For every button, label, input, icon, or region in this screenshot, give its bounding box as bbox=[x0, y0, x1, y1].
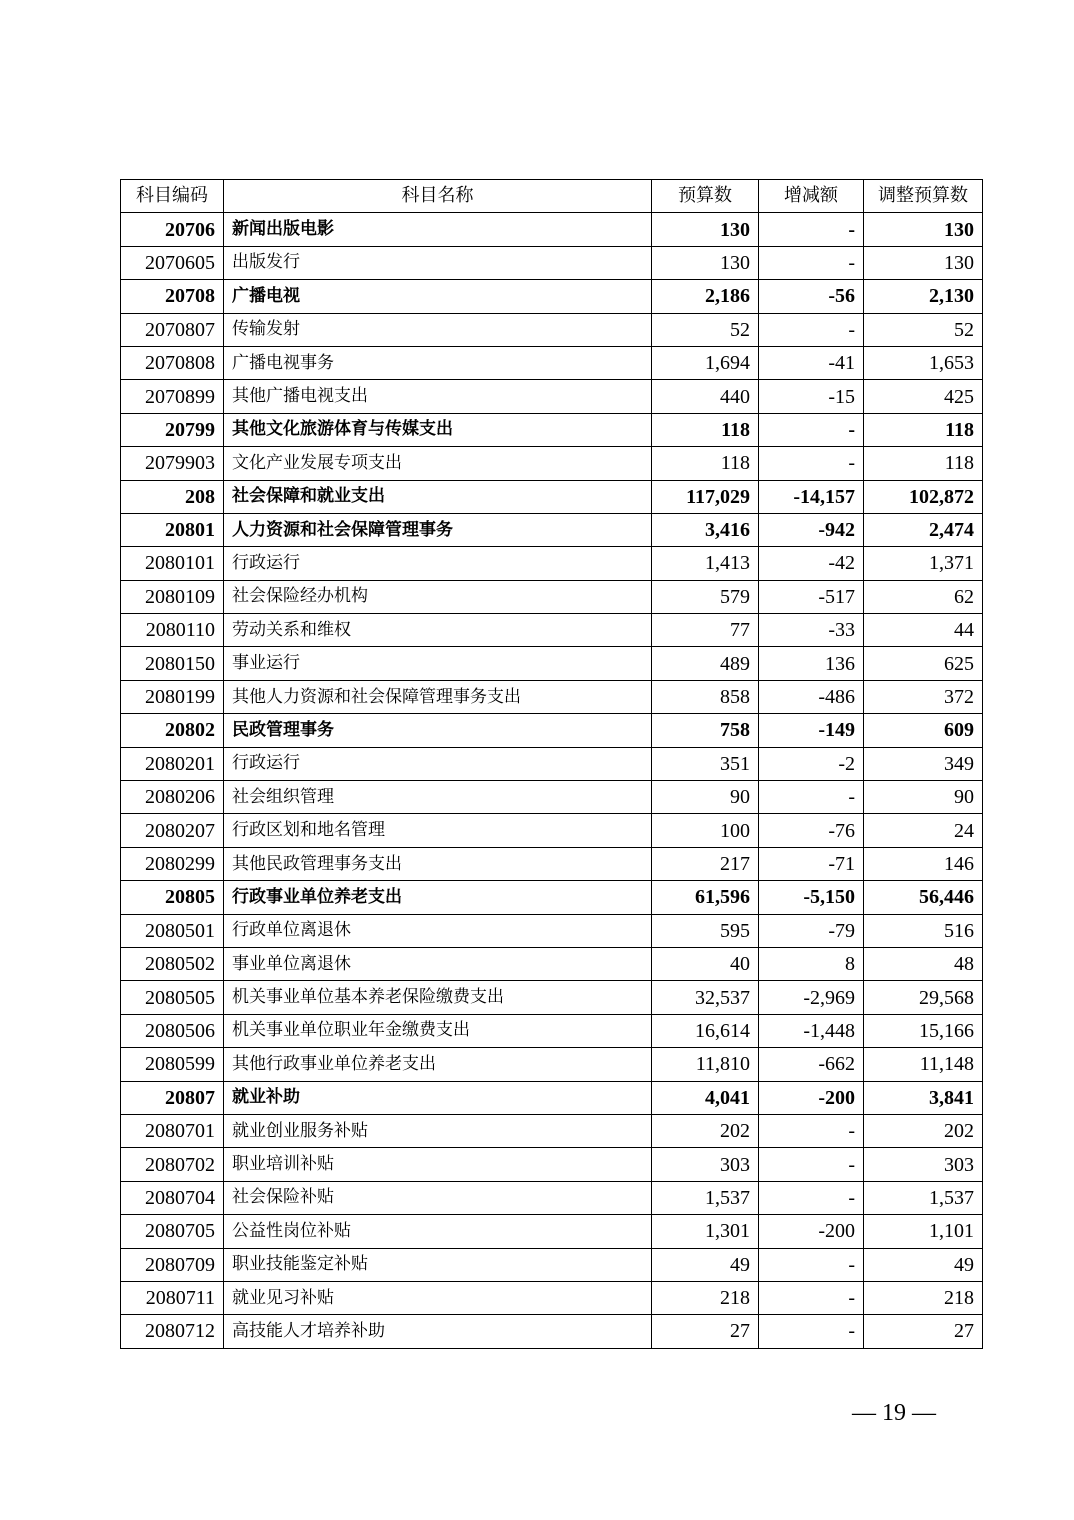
row-adjusted: 29,568 bbox=[864, 981, 983, 1014]
table-row bbox=[121, 647, 983, 680]
row-budget: 2,186 bbox=[652, 280, 759, 313]
row-budget: 440 bbox=[652, 380, 759, 413]
row-adjusted: 516 bbox=[864, 914, 983, 947]
table-row bbox=[121, 1281, 983, 1314]
row-budget: 117,029 bbox=[652, 480, 759, 513]
row-change: -33 bbox=[759, 614, 864, 647]
row-budget: 90 bbox=[652, 781, 759, 814]
row-code: 2070899 bbox=[121, 380, 224, 413]
row-code: 2070605 bbox=[121, 246, 224, 279]
table-row bbox=[121, 246, 983, 279]
row-budget: 130 bbox=[652, 213, 759, 246]
row-code: 20801 bbox=[121, 513, 224, 546]
row-change: -79 bbox=[759, 914, 864, 947]
row-adjusted: 62 bbox=[864, 580, 983, 613]
table-row bbox=[121, 714, 983, 747]
table-row bbox=[121, 280, 983, 313]
row-code: 2080709 bbox=[121, 1248, 224, 1281]
row-code: 20706 bbox=[121, 213, 224, 246]
row-code: 2080711 bbox=[121, 1281, 224, 1314]
page-number: — 19 — bbox=[852, 1400, 936, 1426]
row-budget: 32,537 bbox=[652, 981, 759, 1014]
row-change: -149 bbox=[759, 714, 864, 747]
row-change: -517 bbox=[759, 580, 864, 613]
row-change: - bbox=[759, 1148, 864, 1181]
row-name: 机关事业单位职业年金缴费支出 bbox=[224, 1014, 652, 1047]
row-name: 行政运行 bbox=[224, 547, 652, 580]
row-adjusted: 52 bbox=[864, 313, 983, 346]
row-adjusted: 625 bbox=[864, 647, 983, 680]
row-code: 208 bbox=[121, 480, 224, 513]
row-change: 8 bbox=[759, 947, 864, 980]
row-budget: 118 bbox=[652, 447, 759, 480]
row-code: 2080701 bbox=[121, 1114, 224, 1147]
table-row bbox=[121, 1315, 983, 1348]
row-adjusted: 56,446 bbox=[864, 881, 983, 914]
row-name: 公益性岗位补贴 bbox=[224, 1215, 652, 1248]
row-change: -2,969 bbox=[759, 981, 864, 1014]
row-code: 20805 bbox=[121, 881, 224, 914]
table-row bbox=[121, 1148, 983, 1181]
row-change: 136 bbox=[759, 647, 864, 680]
row-code: 20807 bbox=[121, 1081, 224, 1114]
row-change: - bbox=[759, 246, 864, 279]
row-code: 20799 bbox=[121, 413, 224, 446]
row-budget: 1,537 bbox=[652, 1181, 759, 1214]
row-budget: 1,413 bbox=[652, 547, 759, 580]
row-budget: 118 bbox=[652, 413, 759, 446]
table-row bbox=[121, 914, 983, 947]
row-code: 20708 bbox=[121, 280, 224, 313]
row-budget: 303 bbox=[652, 1148, 759, 1181]
table-row bbox=[121, 513, 983, 546]
row-change: - bbox=[759, 781, 864, 814]
table-row bbox=[121, 413, 983, 446]
row-adjusted: 48 bbox=[864, 947, 983, 980]
row-budget: 16,614 bbox=[652, 1014, 759, 1047]
row-name: 其他广播电视支出 bbox=[224, 380, 652, 413]
row-change: -15 bbox=[759, 380, 864, 413]
row-adjusted: 102,872 bbox=[864, 480, 983, 513]
row-code: 2080704 bbox=[121, 1181, 224, 1214]
table-row bbox=[121, 1215, 983, 1248]
table-row bbox=[121, 580, 983, 613]
row-name: 社会保障和就业支出 bbox=[224, 480, 652, 513]
row-change: - bbox=[759, 1248, 864, 1281]
row-name: 事业运行 bbox=[224, 647, 652, 680]
row-name: 广播电视 bbox=[224, 280, 652, 313]
row-change: - bbox=[759, 213, 864, 246]
row-budget: 100 bbox=[652, 814, 759, 847]
header-name: 科目名称 bbox=[224, 180, 652, 213]
row-code: 2080110 bbox=[121, 614, 224, 647]
row-name: 其他文化旅游体育与传媒支出 bbox=[224, 413, 652, 446]
row-change: -41 bbox=[759, 346, 864, 379]
row-change: -42 bbox=[759, 547, 864, 580]
row-adjusted: 15,166 bbox=[864, 1014, 983, 1047]
row-name: 劳动关系和维权 bbox=[224, 614, 652, 647]
row-code: 2080501 bbox=[121, 914, 224, 947]
row-budget: 595 bbox=[652, 914, 759, 947]
table-row bbox=[121, 1181, 983, 1214]
row-budget: 758 bbox=[652, 714, 759, 747]
table-row bbox=[121, 1248, 983, 1281]
row-adjusted: 130 bbox=[864, 213, 983, 246]
row-budget: 11,810 bbox=[652, 1048, 759, 1081]
row-name: 广播电视事务 bbox=[224, 346, 652, 379]
table-row bbox=[121, 1014, 983, 1047]
row-code: 20802 bbox=[121, 714, 224, 747]
row-name: 就业补助 bbox=[224, 1081, 652, 1114]
row-change: - bbox=[759, 447, 864, 480]
row-adjusted: 2,474 bbox=[864, 513, 983, 546]
table-header bbox=[121, 180, 983, 213]
table-row bbox=[121, 847, 983, 880]
row-change: - bbox=[759, 413, 864, 446]
row-adjusted: 202 bbox=[864, 1114, 983, 1147]
row-name: 社会保险补贴 bbox=[224, 1181, 652, 1214]
row-change: -200 bbox=[759, 1081, 864, 1114]
row-name: 机关事业单位基本养老保险缴费支出 bbox=[224, 981, 652, 1014]
row-code: 2080206 bbox=[121, 781, 224, 814]
row-change: -76 bbox=[759, 814, 864, 847]
table-row bbox=[121, 313, 983, 346]
row-change: - bbox=[759, 313, 864, 346]
row-adjusted: 44 bbox=[864, 614, 983, 647]
table-body bbox=[121, 213, 983, 1348]
row-change: -5,150 bbox=[759, 881, 864, 914]
row-name: 其他行政事业单位养老支出 bbox=[224, 1048, 652, 1081]
table-row bbox=[121, 614, 983, 647]
row-adjusted: 1,101 bbox=[864, 1215, 983, 1248]
row-name: 出版发行 bbox=[224, 246, 652, 279]
row-change: -56 bbox=[759, 280, 864, 313]
row-budget: 40 bbox=[652, 947, 759, 980]
row-adjusted: 303 bbox=[864, 1148, 983, 1181]
row-name: 其他民政管理事务支出 bbox=[224, 847, 652, 880]
header-adjusted: 调整预算数 bbox=[864, 180, 983, 213]
row-change: - bbox=[759, 1281, 864, 1314]
row-adjusted: 27 bbox=[864, 1315, 983, 1348]
row-name: 就业创业服务补贴 bbox=[224, 1114, 652, 1147]
row-adjusted: 425 bbox=[864, 380, 983, 413]
row-adjusted: 3,841 bbox=[864, 1081, 983, 1114]
table-row bbox=[121, 213, 983, 246]
row-code: 2080207 bbox=[121, 814, 224, 847]
row-budget: 202 bbox=[652, 1114, 759, 1147]
table-row bbox=[121, 680, 983, 713]
row-code: 2080201 bbox=[121, 747, 224, 780]
table-row bbox=[121, 781, 983, 814]
row-budget: 4,041 bbox=[652, 1081, 759, 1114]
row-change: - bbox=[759, 1315, 864, 1348]
row-name: 社会保险经办机构 bbox=[224, 580, 652, 613]
table-row bbox=[121, 881, 983, 914]
row-adjusted: 24 bbox=[864, 814, 983, 847]
row-budget: 858 bbox=[652, 680, 759, 713]
table-row bbox=[121, 346, 983, 379]
row-adjusted: 1,537 bbox=[864, 1181, 983, 1214]
row-budget: 217 bbox=[652, 847, 759, 880]
row-budget: 3,416 bbox=[652, 513, 759, 546]
row-budget: 52 bbox=[652, 313, 759, 346]
table-row bbox=[121, 1048, 983, 1081]
row-code: 2080150 bbox=[121, 647, 224, 680]
row-code: 2080502 bbox=[121, 947, 224, 980]
row-budget: 351 bbox=[652, 747, 759, 780]
table-row bbox=[121, 981, 983, 1014]
row-name: 社会组织管理 bbox=[224, 781, 652, 814]
table-row bbox=[121, 947, 983, 980]
row-change: -200 bbox=[759, 1215, 864, 1248]
row-name: 行政运行 bbox=[224, 747, 652, 780]
row-adjusted: 1,653 bbox=[864, 346, 983, 379]
row-change: -1,448 bbox=[759, 1014, 864, 1047]
row-adjusted: 372 bbox=[864, 680, 983, 713]
row-budget: 130 bbox=[652, 246, 759, 279]
row-name: 其他人力资源和社会保障管理事务支出 bbox=[224, 680, 652, 713]
row-adjusted: 146 bbox=[864, 847, 983, 880]
row-name: 就业见习补贴 bbox=[224, 1281, 652, 1314]
row-adjusted: 118 bbox=[864, 413, 983, 446]
row-name: 民政管理事务 bbox=[224, 714, 652, 747]
row-code: 2070808 bbox=[121, 346, 224, 379]
row-name: 传输发射 bbox=[224, 313, 652, 346]
table-row bbox=[121, 480, 983, 513]
row-code: 2080505 bbox=[121, 981, 224, 1014]
row-name: 新闻出版电影 bbox=[224, 213, 652, 246]
table-row bbox=[121, 380, 983, 413]
row-adjusted: 349 bbox=[864, 747, 983, 780]
row-code: 2080712 bbox=[121, 1315, 224, 1348]
table-row bbox=[121, 747, 983, 780]
row-budget: 77 bbox=[652, 614, 759, 647]
row-budget: 27 bbox=[652, 1315, 759, 1348]
header-budget: 预算数 bbox=[652, 180, 759, 213]
row-budget: 489 bbox=[652, 647, 759, 680]
table-row bbox=[121, 447, 983, 480]
row-code: 2080109 bbox=[121, 580, 224, 613]
row-name: 文化产业发展专项支出 bbox=[224, 447, 652, 480]
row-budget: 218 bbox=[652, 1281, 759, 1314]
table-row bbox=[121, 1081, 983, 1114]
row-adjusted: 49 bbox=[864, 1248, 983, 1281]
row-code: 2070807 bbox=[121, 313, 224, 346]
row-change: -2 bbox=[759, 747, 864, 780]
row-change: - bbox=[759, 1181, 864, 1214]
table-row bbox=[121, 1114, 983, 1147]
row-code: 2079903 bbox=[121, 447, 224, 480]
row-code: 2080702 bbox=[121, 1148, 224, 1181]
row-name: 事业单位离退休 bbox=[224, 947, 652, 980]
row-adjusted: 90 bbox=[864, 781, 983, 814]
row-budget: 579 bbox=[652, 580, 759, 613]
row-name: 人力资源和社会保障管理事务 bbox=[224, 513, 652, 546]
table-row bbox=[121, 547, 983, 580]
row-adjusted: 1,371 bbox=[864, 547, 983, 580]
row-change: -486 bbox=[759, 680, 864, 713]
row-budget: 49 bbox=[652, 1248, 759, 1281]
row-name: 行政事业单位养老支出 bbox=[224, 881, 652, 914]
row-adjusted: 218 bbox=[864, 1281, 983, 1314]
row-change: -942 bbox=[759, 513, 864, 546]
row-name: 职业技能鉴定补贴 bbox=[224, 1248, 652, 1281]
row-code: 2080199 bbox=[121, 680, 224, 713]
row-adjusted: 118 bbox=[864, 447, 983, 480]
row-name: 高技能人才培养补助 bbox=[224, 1315, 652, 1348]
row-change: - bbox=[759, 1114, 864, 1147]
row-adjusted: 130 bbox=[864, 246, 983, 279]
row-name: 职业培训补贴 bbox=[224, 1148, 652, 1181]
row-code: 2080101 bbox=[121, 547, 224, 580]
row-name: 行政区划和地名管理 bbox=[224, 814, 652, 847]
header-code: 科目编码 bbox=[121, 180, 224, 213]
header-row bbox=[121, 180, 983, 213]
row-name: 行政单位离退休 bbox=[224, 914, 652, 947]
row-code: 2080299 bbox=[121, 847, 224, 880]
row-change: -71 bbox=[759, 847, 864, 880]
row-budget: 61,596 bbox=[652, 881, 759, 914]
row-budget: 1,694 bbox=[652, 346, 759, 379]
row-budget: 1,301 bbox=[652, 1215, 759, 1248]
header-change: 增减额 bbox=[759, 180, 864, 213]
row-code: 2080599 bbox=[121, 1048, 224, 1081]
row-code: 2080705 bbox=[121, 1215, 224, 1248]
table-row bbox=[121, 814, 983, 847]
row-change: -662 bbox=[759, 1048, 864, 1081]
row-code: 2080506 bbox=[121, 1014, 224, 1047]
row-adjusted: 609 bbox=[864, 714, 983, 747]
row-adjusted: 11,148 bbox=[864, 1048, 983, 1081]
row-adjusted: 2,130 bbox=[864, 280, 983, 313]
budget-table bbox=[120, 179, 983, 1349]
row-change: -14,157 bbox=[759, 480, 864, 513]
